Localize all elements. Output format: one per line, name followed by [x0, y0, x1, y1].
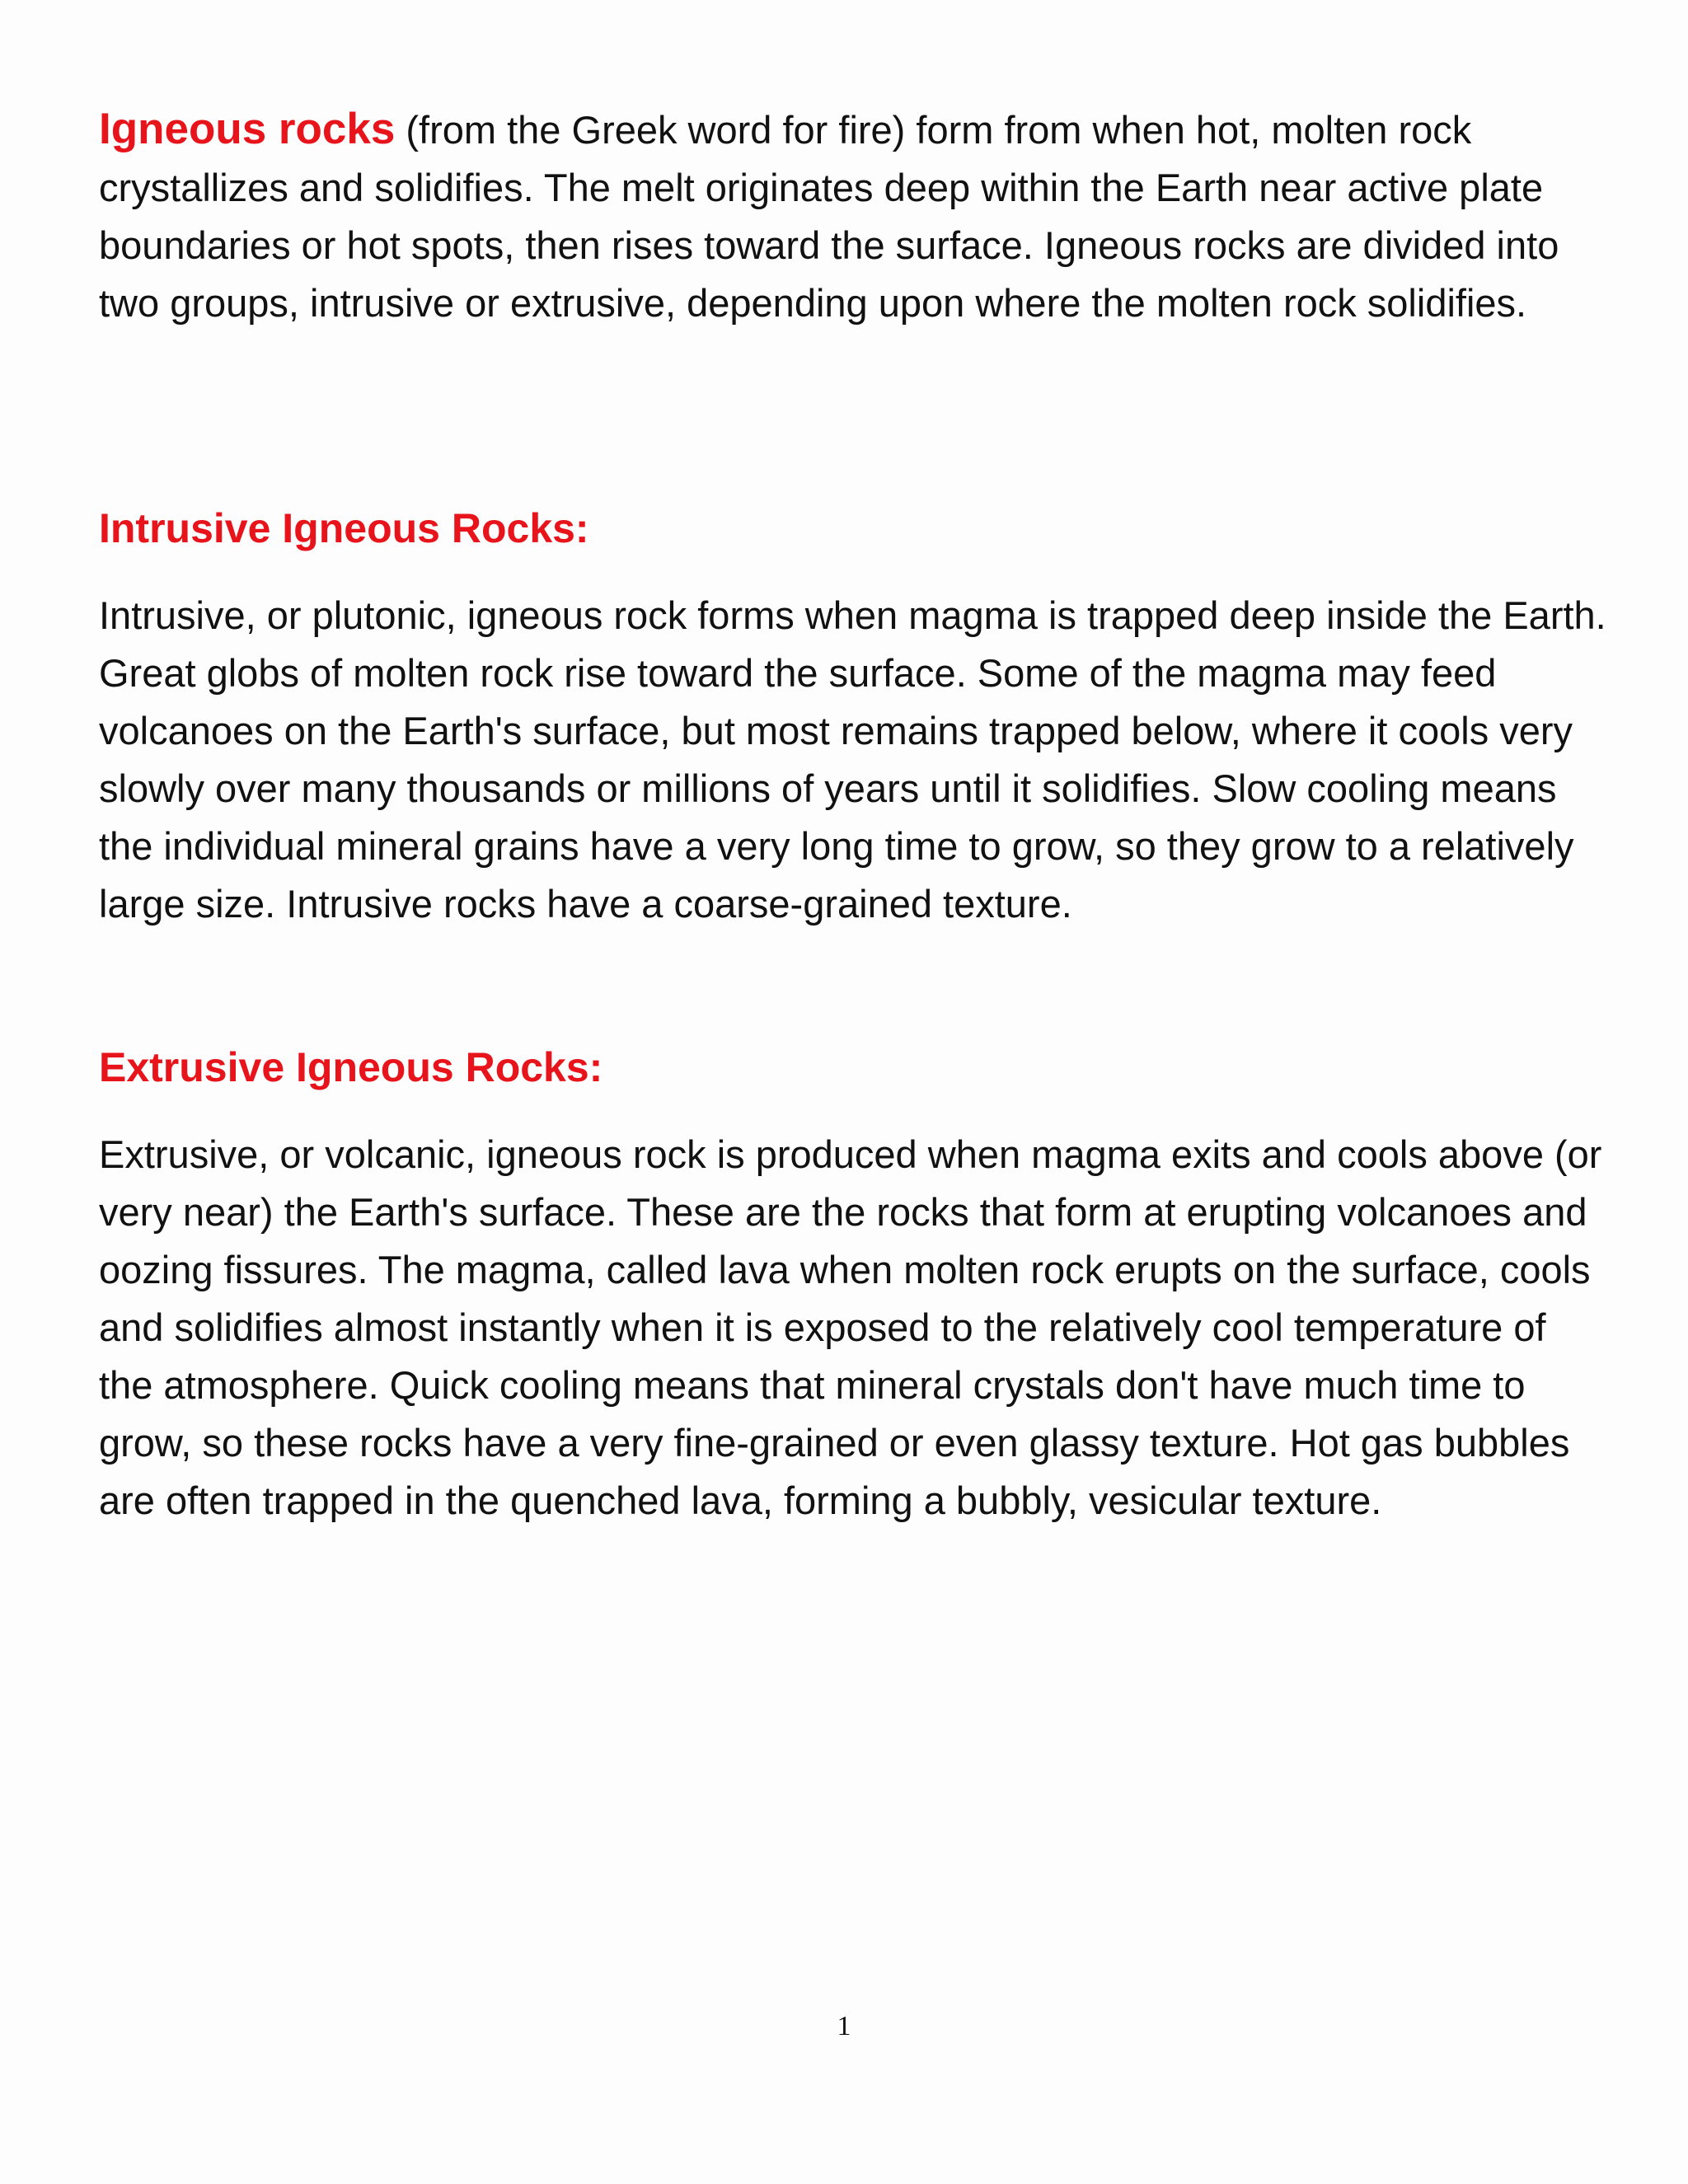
intrusive-heading: Intrusive Igneous Rocks: [99, 505, 589, 551]
page-number: 1 [837, 2011, 851, 2041]
intro-text: (from the Greek word for fire) form from when hot, molten rock crystallizes and solidifies. The melt originates deep within the Earth near active plate boundaries or hot spots, then rises toward the surface. Igneous rocks are divided into two groups, intrusive or extrusive, depending upon where the molten rock solidifies. [99, 108, 1559, 325]
intro-lead-term: Igneous rocks [99, 105, 396, 153]
intro-paragraph [99, 101, 1607, 332]
extrusive-paragraph: Extrusive, or volcanic, igneous rock is produced when magma exits and cools above (or very near) the Earth's surface. These are the rocks that form at erupting volcanoes and oozing fissures. The magma, called lava when molten rock erupts on the surface, cools and solidifies almost instantly when it is exposed to the relatively cool temperature of the atmosphere. Quick cooling means that mineral crystals don't have much time to grow, so these rocks have a very fine-grained or even glassy texture. Hot gas bubbles are often trapped in the quenched lava, forming a bubbly, vesicular texture. [99, 1132, 1602, 1522]
extrusive-heading: Extrusive Igneous Rocks: [99, 1044, 603, 1090]
intrusive-paragraph: Intrusive, or plutonic, igneous rock forms when magma is trapped deep inside the Earth. Great globs of molten rock rise toward the surface. Some of the magma may feed volcanoes on the Earth's surface, but most remains trapped below, where it cools very slowly over many thousands or millions of years until it solidifies. Slow cooling means the individual mineral grains have a very long time to grow, so they grow to a relatively large size. Intrusive rocks have a coarse-grained texture. [99, 593, 1606, 926]
